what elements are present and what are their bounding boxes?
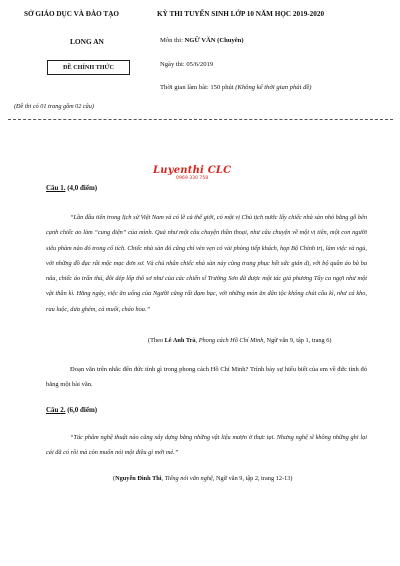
question-2-source (113, 475, 292, 482)
question-2-heading (46, 406, 97, 414)
logo-phone: 0969 330 758 (176, 176, 209, 181)
source-prefix: ( (113, 475, 116, 482)
question-2-points: (6,0 điểm) (65, 406, 98, 414)
source-author: Nguyễn Đình Thi (115, 475, 162, 482)
source-title: Phong cách Hồ Chí Minh (198, 337, 264, 344)
official-exam-stamp: ĐỀ CHÍNH THỨC (47, 60, 130, 75)
time-note: (Không kể thời gian phát đề) (235, 84, 312, 91)
department-name: SỞ GIÁO DỤC VÀ ĐÀO TẠO (24, 10, 119, 18)
time-line (160, 84, 312, 91)
subject-value: NGỮ VĂN (Chuyên) (184, 37, 244, 44)
question-1-source (148, 337, 332, 344)
logo-name: Luyenthi CLC (153, 165, 232, 176)
province-name: LONG AN (70, 37, 104, 46)
dashed-separator (8, 119, 393, 120)
source-suffix: , Ngữ văn 9, tập 1, trang 6) (263, 337, 332, 344)
watermark-logo (153, 165, 231, 181)
question-1-title: Câu 1. (46, 184, 66, 192)
exam-title: KỲ THI TUYỂN SINH LỚP 10 NĂM HỌC 2019-2020 (157, 10, 325, 18)
exam-date: Ngày thi: 05/6/2019 (160, 61, 214, 68)
source-prefix: (Theo (148, 337, 165, 344)
source-sep: , (195, 337, 199, 344)
question-2-quote: “Tác phẩm nghệ thuật nào cũng xây dựng bằng những vật liệu mượn ở thực tại. Nhưng nghệ sĩ không những ghi lại cái đã có rồi mà còn muốn nói một điều gì mới mẻ.” (46, 434, 367, 457)
source-title: Tiếng nói văn nghệ (164, 475, 213, 482)
question-1-points: (4,0 điểm) (65, 184, 98, 192)
subject-line (160, 37, 244, 44)
question-1-passage: “Lần đầu tiên trong lịch sử Việt Nam và có lẽ cả thế giới, có một vị Chủ tịch nước lấy chiếc nhà sàn nhỏ bằng gỗ bên cạnh chiếc ao làm “cung điện” của mình. Quả như một câu chuyện thần thoại, như câu chuyện về một vị tiên, một con người siêu phàm nào đó trong cổ tích. Chiếc nhà sàn đó cũng chỉ vẻn vẹn có vài phòng tiếp khách, họp Bộ Chính trị, làm việc và ngủ, với những đồ đạc rất mộc mạc đơn sơ. Và chủ nhân chiếc nhà sàn này cũng trang phục hết sức giản dị, với bộ quần áo bà ba nâu, chiếc áo trấn thủ, đôi dép lốp thô sơ như của các chiến sĩ Trường Sơn đã được một tác giả phương Tây ca ngợi như một vật thần kì. Hằng ngày, việc ăn uống của Người cũng rất đạm bạc, với những món ăn dân tộc không chút cầu kì, như cá kho, rau luộc, dưa ghém, cà muối, cháo hoa.” (46, 214, 367, 313)
source-sep: , (161, 475, 165, 482)
source-author: Lê Anh Trà (164, 337, 196, 344)
time-label: Thời gian làm bài: 150 phút (160, 84, 236, 91)
question-1-prompt: Đoạn văn trên nhắc đến đức tính gì trong phong cách Hồ Chí Minh? Trình bày sự hiểu biết của em về đức tính đó bằng một bài văn. (46, 366, 367, 388)
pages-note: (Đề thi có 01 trang gồm 02 câu) (14, 103, 94, 110)
question-2-title: Câu 2. (46, 406, 66, 414)
subject-label: Môn thi: (160, 37, 185, 44)
source-suffix: , Ngữ văn 9, tập 2, trang 12-13) (212, 475, 293, 482)
question-1-heading (46, 184, 97, 192)
